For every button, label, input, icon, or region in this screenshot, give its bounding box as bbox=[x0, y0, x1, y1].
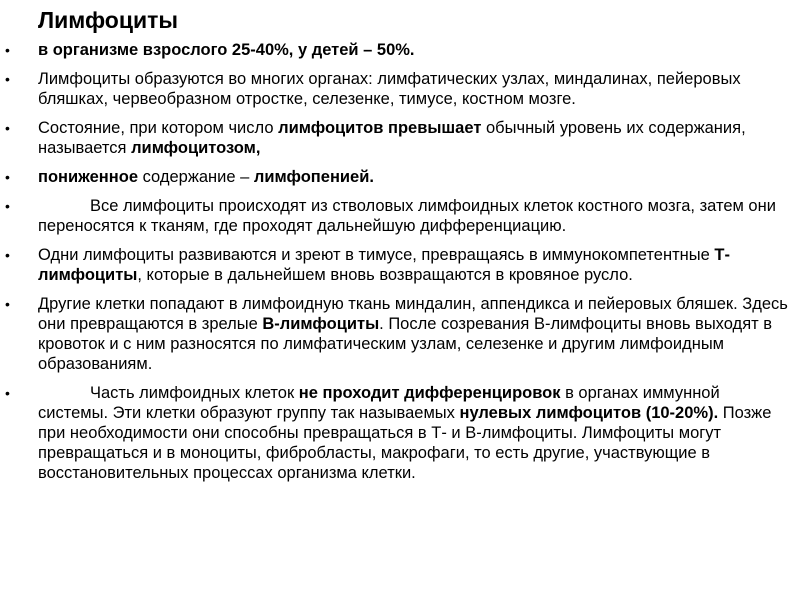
text-segment: . После созревания В-лимфоциты вновь выходят в кровоток и с ним разносятся по лимфатическим узлам, селезенке и другим лимфоидным образованиям. bbox=[38, 315, 773, 373]
bold-text: В-лимфоциты bbox=[262, 315, 380, 333]
bold-text: пониженное bbox=[38, 168, 138, 186]
bullet-item bbox=[0, 294, 800, 374]
bullet-item bbox=[0, 40, 800, 60]
text-segment: Все лимфоциты происходят из стволовых лимфоидных клеток костного мозга, затем они переносятся к тканям, где проходят дальнейшую дифференциацию. bbox=[38, 197, 776, 235]
bullet-marker: • bbox=[5, 71, 10, 87]
bullet-item bbox=[0, 69, 800, 109]
text-segment: , которые в дальнейшем вновь возвращаются в кровяное русло. bbox=[137, 266, 633, 284]
text-segment: в органах иммунной системы. Эти клетки образуют группу так называемых bbox=[38, 384, 720, 422]
bullet-item bbox=[0, 245, 800, 285]
text-segment: Лимфоциты образуются во многих органах: лимфатических узлах, миндалинах, пейеровых бляшках, червеобразном отростке, селезенке, тимусе, костном мозге. bbox=[38, 70, 741, 108]
slide-title: Лимфоциты bbox=[38, 7, 179, 33]
text-segment: Состояние, при котором число bbox=[38, 119, 279, 137]
bullet-marker: • bbox=[5, 42, 10, 58]
bullet-item bbox=[0, 196, 800, 236]
bullet-marker: • bbox=[5, 247, 10, 263]
bold-text: в организме взрослого 25-40%, у детей – 50%. bbox=[38, 41, 415, 59]
text-segment: содержание – bbox=[138, 168, 254, 186]
bullet-item bbox=[0, 383, 800, 483]
bold-text: не проходит дифференцировок bbox=[298, 384, 561, 402]
bullet-item bbox=[0, 167, 800, 187]
bullet-marker: • bbox=[5, 169, 10, 185]
bullet-marker: • bbox=[5, 385, 10, 401]
text-segment: Позже при необходимости они способны превращаться в Т- и В-лимфоциты. Лимфоциты могут превращаться и в моноциты, фибробласты, макрофаги, то есть другие, участвующие в восстановительных процессах организма клетки. bbox=[38, 404, 772, 482]
bold-text: лимфопенией. bbox=[253, 168, 374, 186]
text-segment: Другие клетки попадают в лимфоидную ткань миндалин, аппендикса и пейеровых бляшек. Здесь они превращаются в зрелые bbox=[38, 295, 788, 333]
bold-text: нулевых лимфоцитов (10-20%). bbox=[459, 404, 719, 422]
text-segment: Часть лимфоидных клеток bbox=[90, 384, 299, 402]
text-segment: обычный уровень их содержания, называется bbox=[38, 119, 746, 157]
bullet-marker: • bbox=[5, 198, 10, 214]
bullet-list bbox=[0, 40, 800, 492]
bold-text: Т-лимфоциты bbox=[38, 246, 730, 284]
bold-text: лимфоцитов превышает bbox=[278, 119, 482, 137]
bold-text: лимфоцитозом, bbox=[131, 139, 261, 157]
bullet-marker: • bbox=[5, 120, 10, 136]
text-segment: Одни лимфоциты развиваются и зреют в тимусе, превращаясь в иммунокомпетентные bbox=[38, 246, 715, 264]
bullet-marker: • bbox=[5, 296, 10, 312]
bullet-item bbox=[0, 118, 800, 158]
